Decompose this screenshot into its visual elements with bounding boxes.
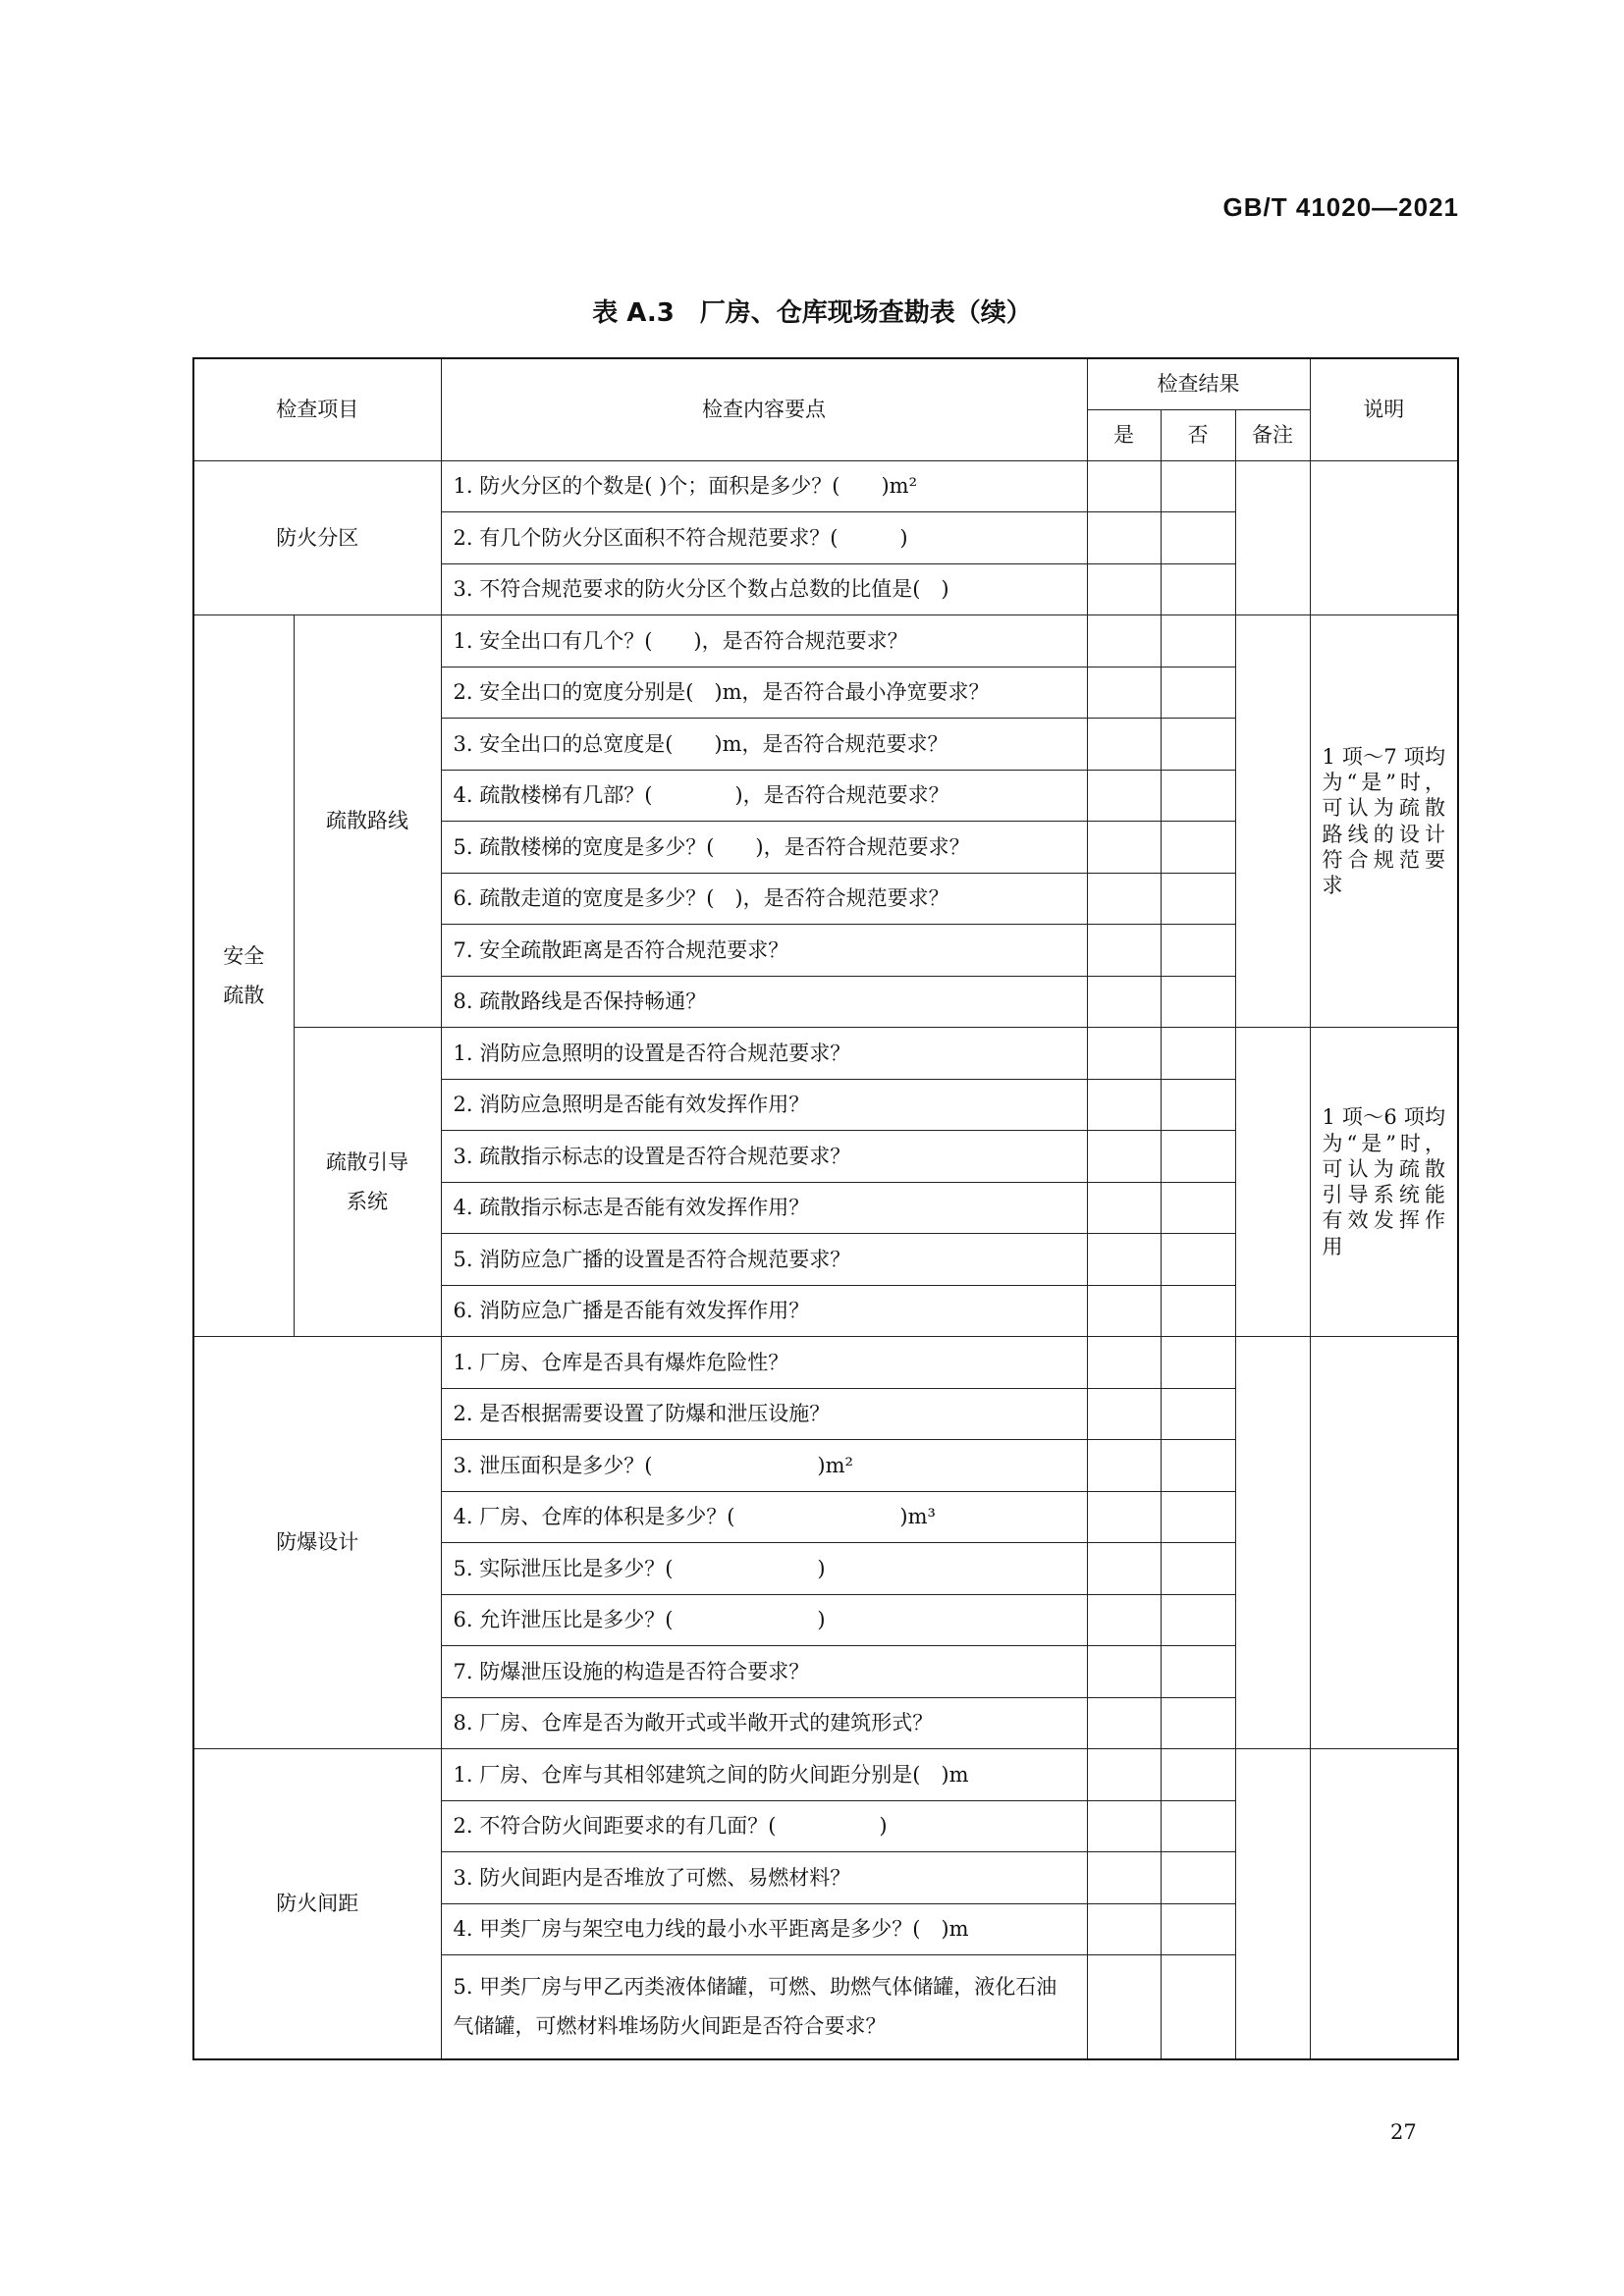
check-item: 1. 安全出口有几个？( )，是否符合规范要求？ <box>441 615 1087 667</box>
category-explosion: 防爆设计 <box>193 1337 441 1749</box>
yes-cell[interactable] <box>1087 1800 1161 1852</box>
no-cell[interactable] <box>1161 1749 1235 1801</box>
inspection-table <box>192 357 1459 2060</box>
remark-cell[interactable] <box>1235 615 1310 1028</box>
no-cell[interactable] <box>1161 1594 1235 1646</box>
yes-cell[interactable] <box>1087 1697 1161 1749</box>
subcategory-guidance <box>294 1028 441 1337</box>
yes-cell[interactable] <box>1087 1852 1161 1904</box>
yes-cell[interactable] <box>1087 1594 1161 1646</box>
no-cell[interactable] <box>1161 1337 1235 1389</box>
no-cell[interactable] <box>1161 1800 1235 1852</box>
yes-cell[interactable] <box>1087 1388 1161 1440</box>
yes-cell[interactable] <box>1087 1646 1161 1698</box>
no-cell[interactable] <box>1161 925 1235 977</box>
no-cell[interactable] <box>1161 1646 1235 1698</box>
subcategory-guidance-label: 疏散引导系统 <box>326 1150 408 1213</box>
explain-note-routes: 1 项～7 项均为“是”时，可认为疏散路线的设计符合规范要求 <box>1310 615 1458 1028</box>
no-cell[interactable] <box>1161 563 1235 615</box>
check-item: 2. 消防应急照明是否能有效发挥作用？ <box>441 1079 1087 1131</box>
no-cell[interactable] <box>1161 1852 1235 1904</box>
col-header-explain: 说明 <box>1310 358 1458 460</box>
no-cell[interactable] <box>1161 1491 1235 1543</box>
check-item: 6. 允许泄压比是多少？( ) <box>441 1594 1087 1646</box>
no-cell[interactable] <box>1161 1131 1235 1183</box>
yes-cell[interactable] <box>1087 1234 1161 1286</box>
yes-cell[interactable] <box>1087 1285 1161 1337</box>
check-item: 3. 防火间距内是否堆放了可燃、易燃材料？ <box>441 1852 1087 1904</box>
yes-cell[interactable] <box>1087 1028 1161 1080</box>
yes-cell[interactable] <box>1087 1079 1161 1131</box>
check-item: 4. 疏散指示标志是否能有效发挥作用？ <box>441 1182 1087 1234</box>
yes-cell[interactable] <box>1087 822 1161 874</box>
yes-cell[interactable] <box>1087 1337 1161 1389</box>
check-item: 3. 安全出口的总宽度是( )m，是否符合规范要求？ <box>441 719 1087 771</box>
col-header-item: 检查项目 <box>193 358 441 460</box>
no-cell[interactable] <box>1161 1028 1235 1080</box>
no-cell[interactable] <box>1161 1234 1235 1286</box>
remark-cell[interactable] <box>1235 1028 1310 1337</box>
category-separation: 防火间距 <box>193 1749 441 2059</box>
check-item: 4. 厂房、仓库的体积是多少？( )m³ <box>441 1491 1087 1543</box>
yes-cell[interactable] <box>1087 925 1161 977</box>
check-item: 5. 甲类厂房与甲乙丙类液体储罐，可燃、助燃气体储罐，液化石油气储罐，可燃材料堆场防火间距是否符合要求？ <box>441 1955 1087 2059</box>
check-item: 4. 甲类厂房与架空电力线的最小水平距离是多少？( )m <box>441 1903 1087 1955</box>
yes-cell[interactable] <box>1087 563 1161 615</box>
yes-cell[interactable] <box>1087 512 1161 564</box>
check-item: 3. 泄压面积是多少？( )m² <box>441 1440 1087 1492</box>
no-cell[interactable] <box>1161 1440 1235 1492</box>
yes-cell[interactable] <box>1087 1749 1161 1801</box>
check-item: 7. 防爆泄压设施的构造是否符合要求？ <box>441 1646 1087 1698</box>
check-item: 1. 消防应急照明的设置是否符合规范要求？ <box>441 1028 1087 1080</box>
no-cell[interactable] <box>1161 1543 1235 1595</box>
no-cell[interactable] <box>1161 976 1235 1028</box>
yes-cell[interactable] <box>1087 1903 1161 1955</box>
yes-cell[interactable] <box>1087 615 1161 667</box>
check-item: 2. 是否根据需要设置了防爆和泄压设施？ <box>441 1388 1087 1440</box>
yes-cell[interactable] <box>1087 1491 1161 1543</box>
no-cell[interactable] <box>1161 512 1235 564</box>
no-cell[interactable] <box>1161 873 1235 925</box>
check-item: 1. 防火分区的个数是( )个；面积是多少？( )m² <box>441 460 1087 512</box>
remark-cell[interactable] <box>1235 1337 1310 1749</box>
no-cell[interactable] <box>1161 770 1235 822</box>
yes-cell[interactable] <box>1087 1955 1161 2059</box>
yes-cell[interactable] <box>1087 1182 1161 1234</box>
explain-cell <box>1310 1337 1458 1749</box>
yes-cell[interactable] <box>1087 667 1161 719</box>
category-evacuation-label: 安全疏散 <box>223 944 265 1007</box>
no-cell[interactable] <box>1161 460 1235 512</box>
no-cell[interactable] <box>1161 1903 1235 1955</box>
check-item: 1. 厂房、仓库与其相邻建筑之间的防火间距分别是( )m <box>441 1749 1087 1801</box>
explain-note-guidance: 1 项～6 项均为“是”时，可认为疏散引导系统能有效发挥作用 <box>1310 1028 1458 1337</box>
yes-cell[interactable] <box>1087 976 1161 1028</box>
yes-cell[interactable] <box>1087 1131 1161 1183</box>
check-item: 6. 疏散走道的宽度是多少？( )，是否符合规范要求？ <box>441 873 1087 925</box>
col-header-result: 检查结果 <box>1087 358 1310 409</box>
yes-cell[interactable] <box>1087 873 1161 925</box>
check-item: 2. 安全出口的宽度分别是( )m，是否符合最小净宽要求？ <box>441 667 1087 719</box>
check-item: 8. 厂房、仓库是否为敞开式或半敞开式的建筑形式？ <box>441 1697 1087 1749</box>
no-cell[interactable] <box>1161 1955 1235 2059</box>
check-item: 3. 疏散指示标志的设置是否符合规范要求？ <box>441 1131 1087 1183</box>
standard-code: GB/T 41020—2021 <box>1222 192 1459 222</box>
check-item: 6. 消防应急广播是否能有效发挥作用？ <box>441 1285 1087 1337</box>
category-evacuation <box>193 615 294 1337</box>
no-cell[interactable] <box>1161 1388 1235 1440</box>
check-item: 8. 疏散路线是否保持畅通？ <box>441 976 1087 1028</box>
col-header-remark: 备注 <box>1235 409 1310 460</box>
no-cell[interactable] <box>1161 667 1235 719</box>
subcategory-routes: 疏散路线 <box>294 615 441 1028</box>
check-item: 4. 疏散楼梯有几部？( )，是否符合规范要求？ <box>441 770 1087 822</box>
check-item: 3. 不符合规范要求的防火分区个数占总数的比值是( ) <box>441 563 1087 615</box>
col-header-content: 检查内容要点 <box>441 358 1087 460</box>
remark-cell[interactable] <box>1235 460 1310 615</box>
yes-cell[interactable] <box>1087 460 1161 512</box>
no-cell[interactable] <box>1161 1285 1235 1337</box>
page-number: 27 <box>1390 2120 1417 2144</box>
yes-cell[interactable] <box>1087 1543 1161 1595</box>
remark-cell[interactable] <box>1235 1749 1310 2059</box>
col-header-yes: 是 <box>1087 409 1161 460</box>
check-item: 2. 有几个防火分区面积不符合规范要求？( ) <box>441 512 1087 564</box>
yes-cell[interactable] <box>1087 719 1161 771</box>
check-item: 5. 疏散楼梯的宽度是多少？( )，是否符合规范要求？ <box>441 822 1087 874</box>
no-cell[interactable] <box>1161 1182 1235 1234</box>
check-item: 7. 安全疏散距离是否符合规范要求？ <box>441 925 1087 977</box>
category-fire-zone: 防火分区 <box>193 460 441 615</box>
check-item: 5. 实际泄压比是多少？( ) <box>441 1543 1087 1595</box>
check-item: 2. 不符合防火间距要求的有几面？( ) <box>441 1800 1087 1852</box>
yes-cell[interactable] <box>1087 1440 1161 1492</box>
col-header-no: 否 <box>1161 409 1235 460</box>
explain-cell <box>1310 1749 1458 2059</box>
check-item: 5. 消防应急广播的设置是否符合规范要求？ <box>441 1234 1087 1286</box>
check-item: 1. 厂房、仓库是否具有爆炸危险性？ <box>441 1337 1087 1389</box>
no-cell[interactable] <box>1161 615 1235 667</box>
yes-cell[interactable] <box>1087 770 1161 822</box>
table-title: 表 A.3 厂房、仓库现场查勘表（续） <box>592 298 1032 328</box>
no-cell[interactable] <box>1161 822 1235 874</box>
no-cell[interactable] <box>1161 719 1235 771</box>
no-cell[interactable] <box>1161 1697 1235 1749</box>
explain-cell <box>1310 460 1458 615</box>
no-cell[interactable] <box>1161 1079 1235 1131</box>
